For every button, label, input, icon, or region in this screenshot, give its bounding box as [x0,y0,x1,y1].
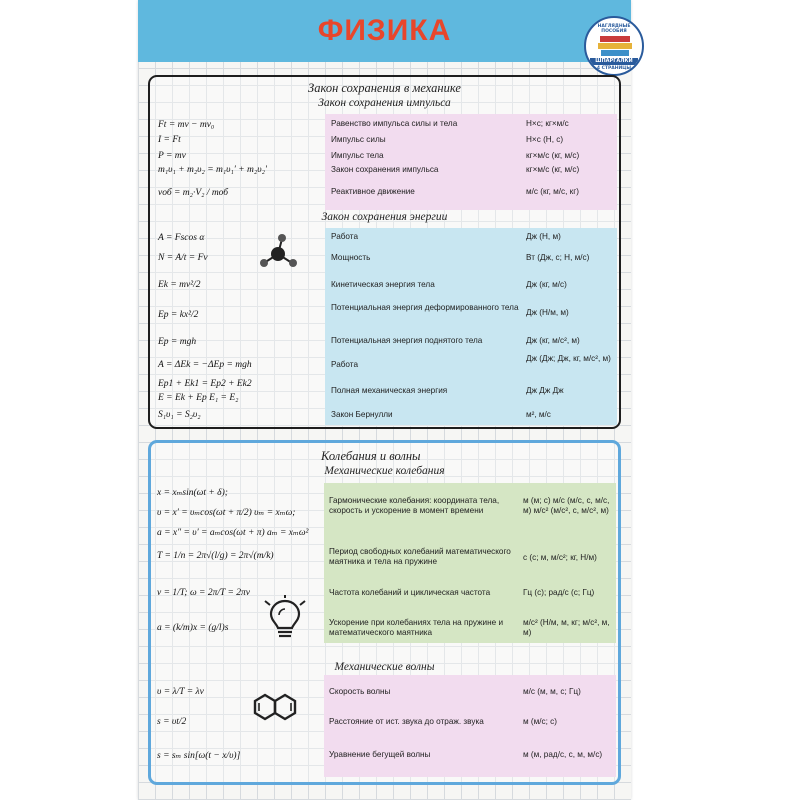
formula: S₁υ₁ = S₂υ₂ [158,410,201,420]
description: Ускорение при колебаниях тела на пружине и математического маятника [329,618,504,638]
description: Полная механическая энергия [331,386,448,395]
formula: Ep = mgh [158,337,197,347]
subsection-title-waves: Механические волны [334,661,435,673]
description: Уравнение бегущей волны [329,750,431,759]
formula: m₁υ₁ + m₂υ₂ = m₁υ₁′ + m₂υ₂′ [158,165,267,175]
formula: s = υt/2 [157,717,187,727]
formula: E = Ek + Ep E₁ = E₂ [158,393,239,403]
unit: Дж (кг, м/с) [526,280,567,289]
unit: Н×с (Н, с) [526,135,564,144]
subsection-title-momentum: Закон сохранения импульса [318,97,451,109]
formula: A = ΔEk = −ΔEp = mgh [158,360,252,370]
formula: υ = λ/T = λν [157,687,204,697]
description: Скорость волны [329,687,391,696]
unit: м/с (кг, м/с, кг) [526,187,579,196]
subsection-title-oscillations: Механические колебания [324,465,445,477]
unit: кг×м/с (кг, м/с) [526,151,580,160]
badge-top-text: НАГЛЯДНЫЕ ПОСОБИЯ [597,24,631,34]
unit: с (с; м, м/с²; кг, Н/м) [523,553,597,562]
molecule-icon [254,230,302,272]
formula: ν = 1/T; ω = 2π/T = 2πν [157,588,250,598]
description: Потенциальная энергия деформированного тела [331,303,519,312]
description: Равенство импульса силы и тела [331,119,458,128]
unit: Дж (Дж; Дж, кг, м/с², м) [526,354,611,363]
lightbulb-icon [263,595,307,641]
formula: x = xₘsin(ωt + δ); [157,488,228,498]
description: Реактивное движение [331,187,415,196]
section-title: Закон сохранения в механике [308,81,461,95]
badge-bottom-text: 4 СТРАНИЦЫ [596,66,632,71]
unit: м (м/с; с) [523,717,557,726]
formula: I = Ft [158,135,181,145]
subsection-title-energy: Закон сохранения энергии [321,211,448,223]
section-mechanics-conservation [148,75,621,429]
section-title: Колебания и волны [321,449,421,463]
book-icon [600,36,630,42]
formula: a = (k/m)x = (g/l)s [157,623,229,633]
description: Импульс силы [331,135,386,144]
formula: Ek = mv²/2 [158,280,201,290]
formula: a = x″ = υ′ = aₘcos(ωt + π) aₘ = xₘω² [157,528,309,538]
badge-ribbon: ШПАРГАЛКИ [590,58,638,65]
description: Работа [331,232,359,241]
unit: Н×с; кг×м/с [526,119,569,128]
formula: Ep = kx²/2 [158,310,199,320]
description: Импульс тела [331,151,384,160]
unit: Дж (Н, м) [526,232,561,241]
description: Потенциальная энергия поднятого тела [331,336,483,345]
description: Гармонические колебания: координата тела, скорость и ускорение в момент времени [329,496,500,516]
header-bar [138,0,631,62]
section-oscillations-waves [148,440,621,785]
unit: м (м; с) м/с (м/с, с, м/с, м) м/с² (м/с², с, м/с², м) [523,496,610,516]
unit: Вт (Дж, с; Н, м/с) [526,253,590,262]
formula: υ = x′ = υₘcos(ωt + π/2) υₘ = xₘω; [157,508,296,518]
unit: Дж Дж Дж [526,386,564,395]
formula: Ep1 + Ek1 = Ep2 + Ek2 [158,379,252,389]
unit: Дж (кг, м/с², м) [526,336,580,345]
book-icon [598,43,632,49]
formula: vоб = m₂·V₂ / mоб [158,188,229,198]
formula: A = Fscos α [158,233,205,243]
page-title: ФИЗИКА [317,14,452,47]
book-icon [601,50,629,56]
formula: P = mv [158,151,186,161]
unit: м/с (м, м, с; Гц) [523,687,581,696]
formula: Ft = mv − mv₀ [158,120,215,130]
formula: T = 1/n = 2π√(l/g) = 2π√(m/k) [157,551,274,561]
unit: м/с² (Н/м, м, кг; м/с², м, м) [523,618,610,638]
unit: Гц (с); рад/с (с; Гц) [523,588,595,597]
description: Закон Бернулли [331,410,393,419]
description: Расстояние от ист. звука до отраж. звука [329,717,484,726]
benzene-ring-icon [251,693,303,725]
unit: м (м, рад/с, с, м, м/с) [523,750,603,759]
description: Работа [331,360,359,369]
description: Частота колебаний и циклическая частота [329,588,491,597]
formula: s = sₘ sin[ω(t − x/υ)] [157,751,241,761]
unit: Дж (Н/м, м) [526,308,569,317]
description: Период свободных колебаний математического маятника и тела на пружине [329,547,511,567]
description: Кинетическая энергия тела [331,280,435,289]
formula: N = A/t = Fv [158,253,208,263]
description: Мощность [331,253,371,262]
description: Закон сохранения импульса [331,165,439,174]
unit: м², м/с [526,410,551,419]
publisher-badge-icon [584,16,644,76]
unit: кг×м/с (кг, м/с) [526,165,580,174]
